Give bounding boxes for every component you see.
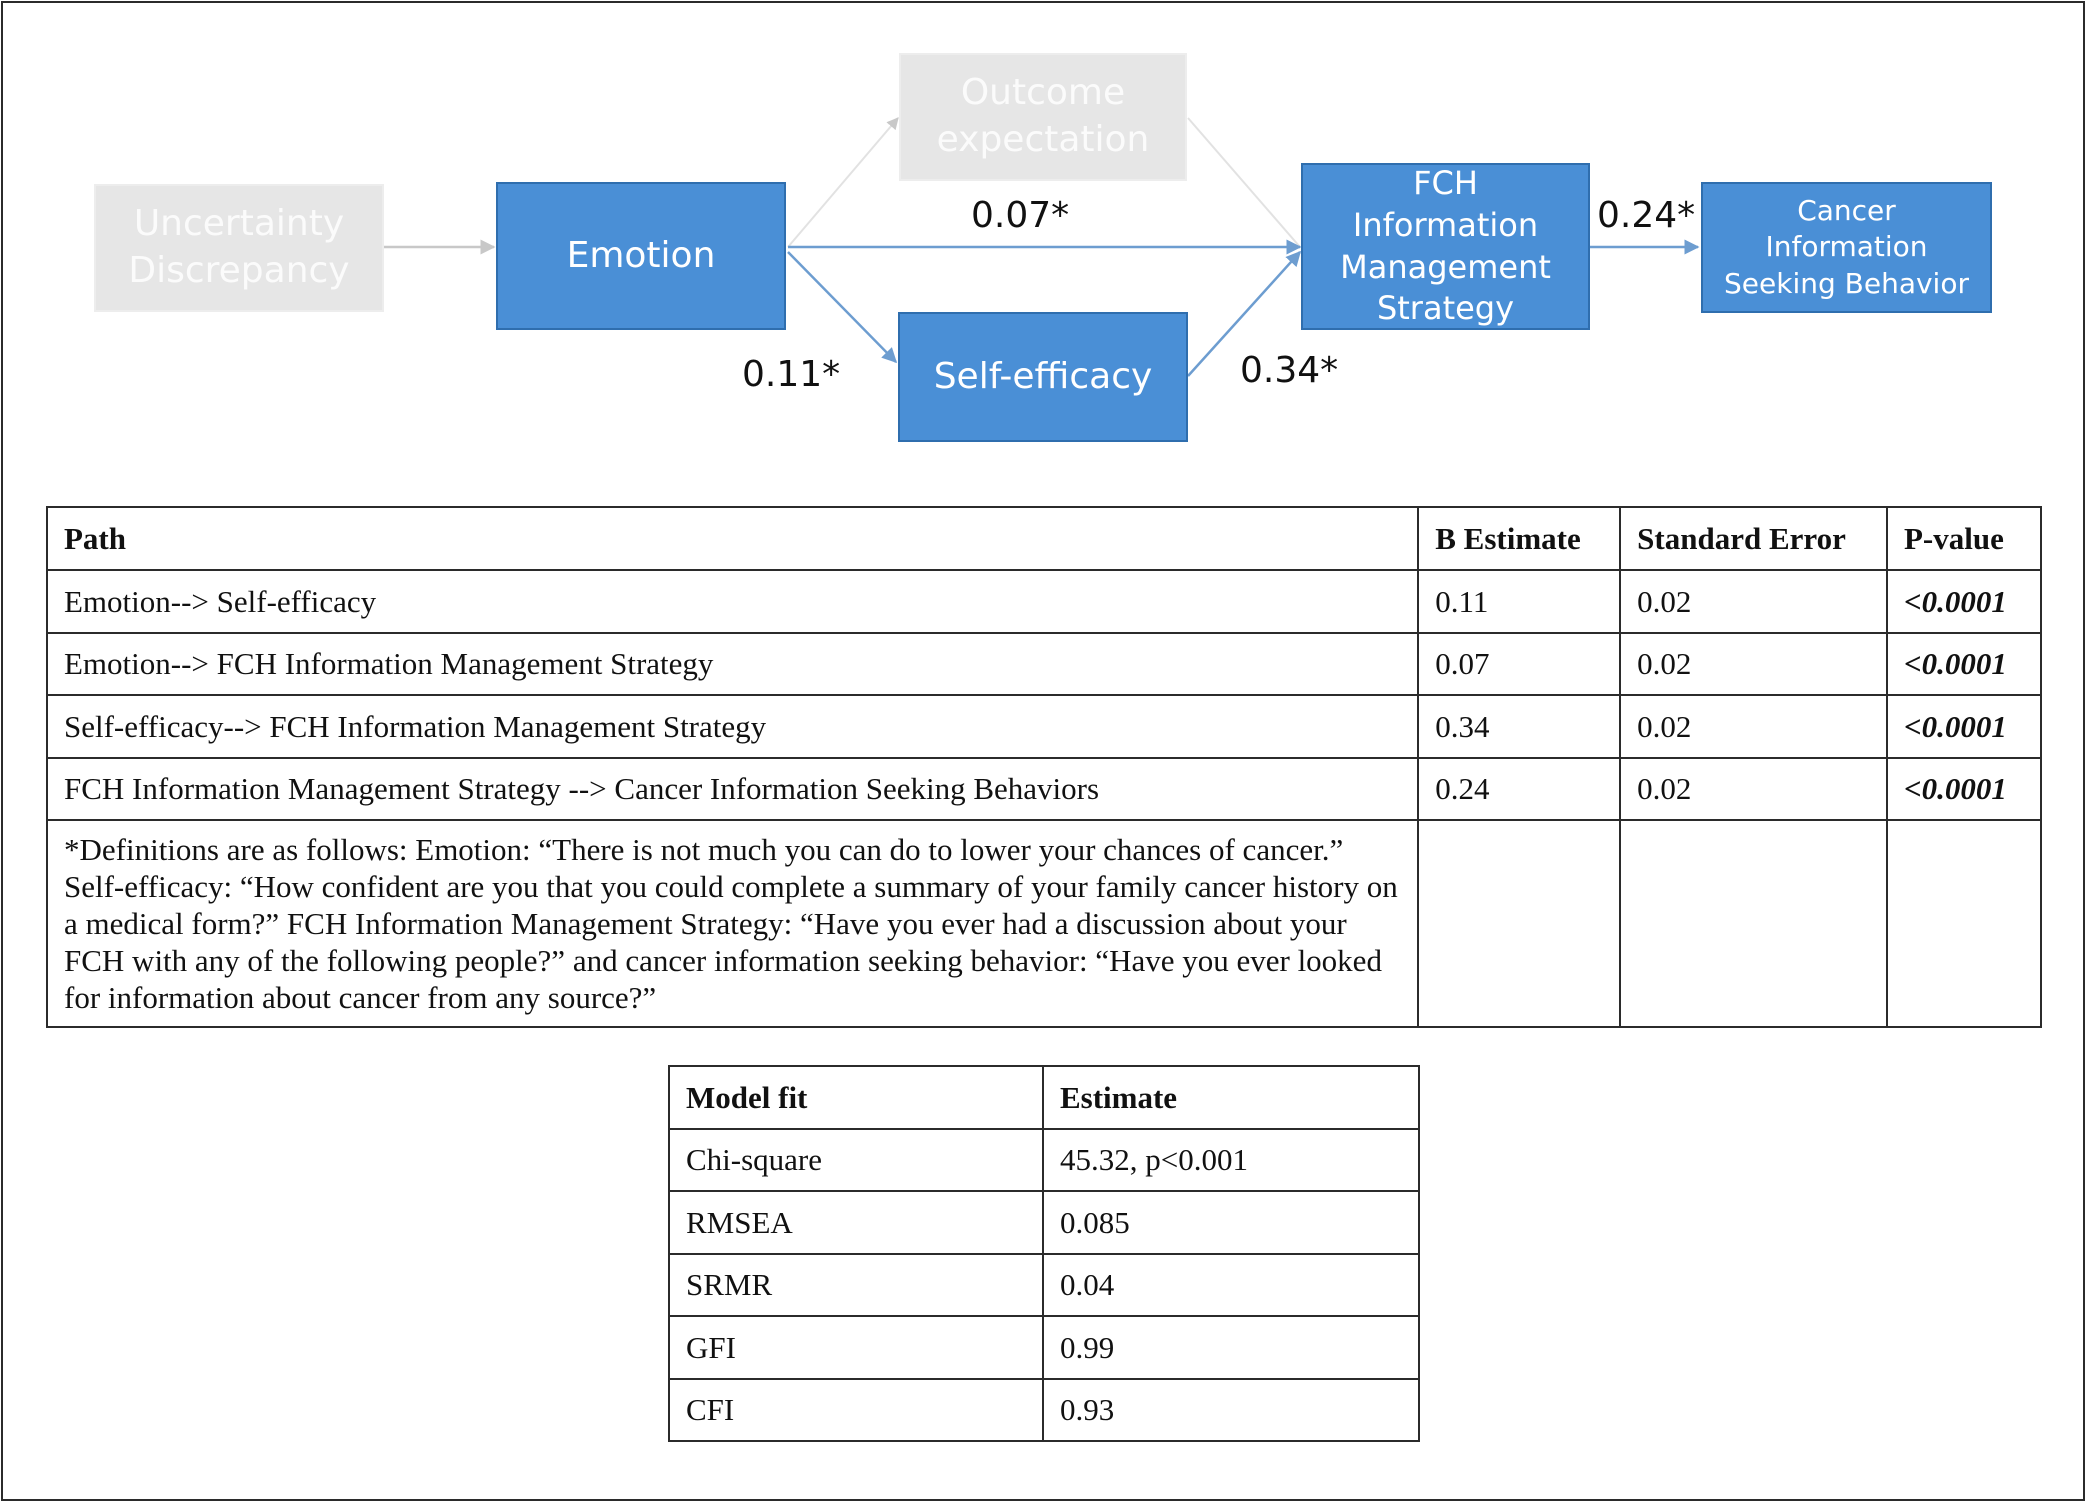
node-cancer-info-seeking (1701, 182, 1992, 313)
table-row (47, 758, 2041, 820)
table-header-row (47, 507, 2041, 570)
b-estimate-cell: 0.24 (1418, 758, 1620, 820)
node-outcome-expectation (899, 53, 1187, 181)
path-cell: Self-efficacy--> FCH Information Management Strategy (47, 695, 1418, 758)
node-fch-strategy (1301, 163, 1590, 330)
standard-error-cell: 0.02 (1620, 570, 1887, 633)
node-emotion-label: Emotion (566, 234, 716, 276)
arrow-emotion-self-efficacy (788, 252, 896, 362)
fit-measure-cell: Chi-square (669, 1129, 1043, 1191)
fit-measure-cell: GFI (669, 1316, 1043, 1379)
fit-estimate-cell: 0.99 (1043, 1316, 1419, 1379)
path-estimates-table (46, 506, 2042, 1028)
header-path: Path (47, 507, 1418, 570)
fit-measure-cell: CFI (669, 1379, 1043, 1441)
node-fch-label: FCH Information Management Strategy (1340, 164, 1551, 328)
empty-cell (1887, 820, 2041, 1027)
table-row (669, 1316, 1419, 1379)
fit-header-row (669, 1066, 1419, 1129)
empty-cell (1418, 820, 1620, 1027)
header-model-fit: Model fit (669, 1066, 1043, 1129)
arrow-outcome-fch (1188, 118, 1300, 247)
table-row (669, 1129, 1419, 1191)
node-outcome-label: Outcome expectation (936, 72, 1150, 160)
path-diagram (0, 0, 2088, 460)
table-row (47, 570, 2041, 633)
header-standard-error: Standard Error (1620, 507, 1887, 570)
fit-estimate-cell: 0.93 (1043, 1379, 1419, 1441)
node-uncertainty-label: Uncertainty Discrepancy (128, 203, 350, 291)
coef-emotion-fch: 0.07* (971, 195, 1070, 236)
path-cell: Emotion--> FCH Information Management Strategy (47, 633, 1418, 695)
fit-measure-cell: SRMR (669, 1254, 1043, 1316)
node-uncertainty-discrepancy (94, 184, 384, 312)
table-row (47, 633, 2041, 695)
node-emotion (496, 182, 786, 330)
node-cancer-label: Cancer Information Seeking Behavior (1724, 193, 1969, 300)
coef-self-efficacy-fch: 0.34* (1240, 350, 1339, 391)
table-note-row (47, 820, 2041, 1027)
arrow-emotion-outcome (788, 118, 898, 247)
standard-error-cell: 0.02 (1620, 633, 1887, 695)
table-row (669, 1254, 1419, 1316)
table-row (47, 695, 2041, 758)
coef-emotion-self-efficacy: 0.11* (742, 354, 841, 395)
header-p-value: P-value (1887, 507, 2041, 570)
table-row (669, 1191, 1419, 1254)
p-value-cell: <0.0001 (1887, 633, 2041, 695)
node-self-efficacy (898, 312, 1188, 442)
standard-error-cell: 0.02 (1620, 695, 1887, 758)
model-fit-table (668, 1065, 1420, 1442)
p-value-cell: <0.0001 (1887, 758, 2041, 820)
fit-estimate-cell: 45.32, p<0.001 (1043, 1129, 1419, 1191)
b-estimate-cell: 0.11 (1418, 570, 1620, 633)
fit-measure-cell: RMSEA (669, 1191, 1043, 1254)
b-estimate-cell: 0.34 (1418, 695, 1620, 758)
path-cell: Emotion--> Self-efficacy (47, 570, 1418, 633)
coef-fch-cancer: 0.24* (1597, 195, 1696, 236)
header-b-estimate: B Estimate (1418, 507, 1620, 570)
empty-cell (1620, 820, 1887, 1027)
p-value-cell: <0.0001 (1887, 570, 2041, 633)
definitions-note: *Definitions are as follows: Emotion: “There is not much you can do to lower your chances of cancer.” Self-efficacy: “How confident are you that you could complete a summary of your family cancer history on a medical form?” FCH Information Management Strategy: “Have you ever had a discussion about your FCH with any of the following people?” and cancer information seeking behavior: “Have you ever looked for information about cancer from any source?” (47, 820, 1418, 1027)
path-cell: FCH Information Management Strategy --> Cancer Information Seeking Behaviors (47, 758, 1418, 820)
b-estimate-cell: 0.07 (1418, 633, 1620, 695)
p-value-cell: <0.0001 (1887, 695, 2041, 758)
node-self-efficacy-label: Self-efficacy (933, 355, 1153, 397)
header-estimate: Estimate (1043, 1066, 1419, 1129)
standard-error-cell: 0.02 (1620, 758, 1887, 820)
table-row (669, 1379, 1419, 1441)
fit-estimate-cell: 0.085 (1043, 1191, 1419, 1254)
fit-estimate-cell: 0.04 (1043, 1254, 1419, 1316)
